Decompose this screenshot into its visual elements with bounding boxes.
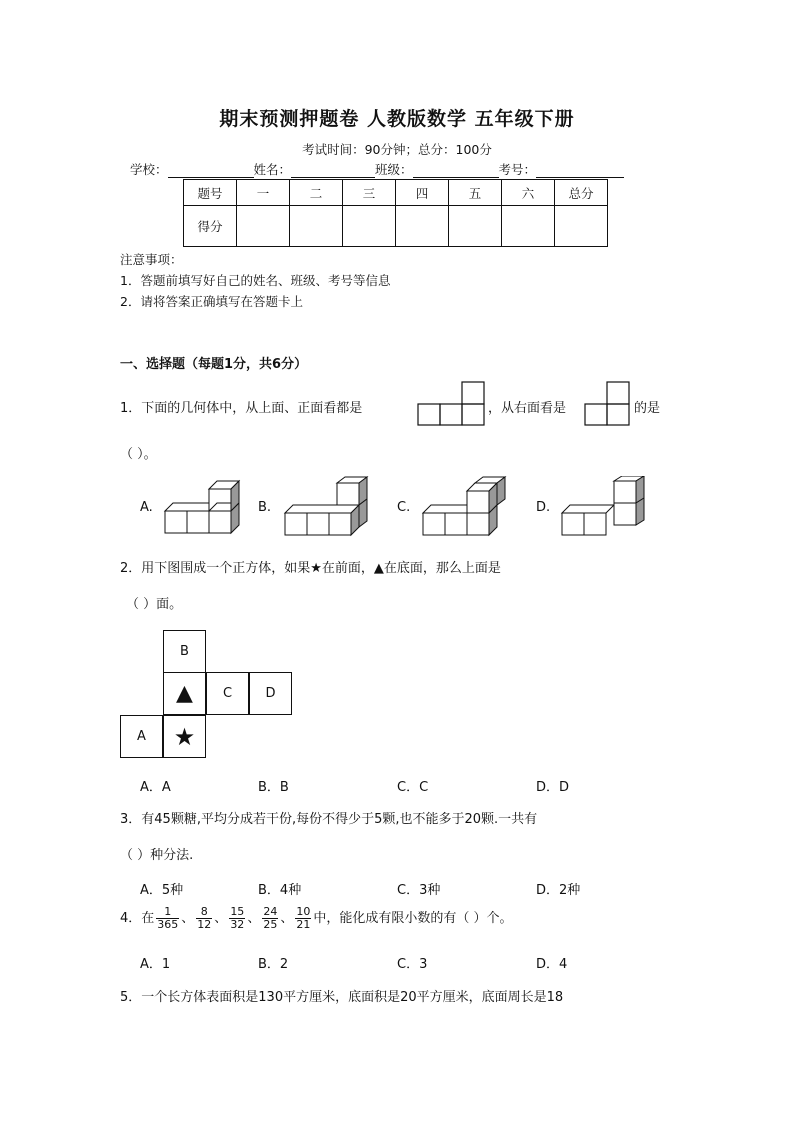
score-cell[interactable] [396, 206, 449, 247]
page-title: 期末预测押题卷 人教版数学 五年级下册 [219, 108, 575, 130]
score-table [183, 179, 608, 247]
q4-option-b[interactable]: B．2 [258, 957, 289, 972]
notes-heading: 注意事项： [120, 252, 183, 267]
q1-stem [120, 397, 362, 416]
q2-option-d[interactable]: D．D [536, 780, 570, 795]
net-face-d: D [249, 672, 292, 715]
separator: 、 [181, 911, 195, 926]
separator: 、 [280, 911, 294, 926]
q2-option-b[interactable]: B．B [258, 780, 289, 795]
note-item: 2．请将答案正确填写在答题卡上 [120, 294, 303, 309]
q1-figure-b [283, 476, 377, 538]
score-row-label: 得分 [184, 206, 237, 247]
class-label: 班级： [375, 162, 413, 177]
q4-stem [120, 906, 512, 931]
score-cell[interactable] [237, 206, 290, 247]
q1-figure-d [560, 476, 650, 538]
score-header-cell: 五 [449, 180, 502, 206]
q2-blank-line: （ ）面。 [126, 597, 183, 612]
net-face-star: ★ [163, 715, 206, 758]
q1-figure-a [163, 478, 253, 536]
q3-blank-line: （ ）种分法. [120, 848, 194, 863]
fraction: $\frac{8}{12}$ [197, 905, 212, 931]
q1-text: 1．下面的几何体中，从上面、正面看都是 [120, 401, 363, 416]
q4-option-c[interactable]: C．3 [397, 957, 428, 972]
score-table-header-row [184, 180, 608, 206]
q5-stem: 5．一个长方体表面积是130平方厘米，底面积是20平方厘米，底面周长是18 [120, 990, 564, 1005]
q3-option-d[interactable]: D．2种 [536, 883, 581, 898]
separator: 、 [247, 911, 261, 926]
score-header-cell: 题号 [184, 180, 237, 206]
q2-stem: 2．用下图围成一个正方体，如果★在前面，▲在底面，那么上面是 [120, 561, 501, 576]
q1-text-b: ，从右面看是 [488, 401, 567, 416]
net-face-c: C [206, 672, 249, 715]
fraction: $\frac{1}{365}$ [157, 905, 179, 931]
q4-option-d[interactable]: D．4 [536, 957, 568, 972]
q4-option-a[interactable]: A．1 [140, 957, 171, 972]
exam-subtitle: 考试时间：90分钟；总分：100分 [302, 142, 492, 157]
q4-suffix: 中，能化成有限小数的有（ ）个。 [313, 911, 513, 926]
score-header-cell: 三 [343, 180, 396, 206]
net-face-a: A [120, 715, 163, 758]
fraction: $\frac{10}{21}$ [296, 905, 311, 931]
q2-option-a[interactable]: A．A [140, 780, 171, 795]
score-header-cell: 二 [290, 180, 343, 206]
q1-option-d[interactable]: D. [536, 500, 551, 515]
q1-option-c[interactable]: C. [397, 500, 411, 515]
q3-option-b[interactable]: B．4种 [258, 883, 302, 898]
number-field[interactable] [536, 163, 624, 178]
score-header-cell: 一 [237, 180, 290, 206]
q1-right-view [584, 380, 632, 427]
separator: 、 [214, 911, 228, 926]
note-item: 1．答题前填写好自己的姓名、班级、考号等信息 [120, 273, 391, 288]
name-label: 姓名： [253, 162, 292, 177]
score-header-cell: 六 [502, 180, 555, 206]
score-cell[interactable] [502, 206, 555, 247]
q3-stem: 3．有45颗糖,平均分成若干份,每份不得少于5颗,也不能多于20颗.一共有 [120, 812, 538, 827]
net-face-b: B [163, 630, 206, 673]
q3-option-c[interactable]: C．3种 [397, 883, 441, 898]
class-field[interactable] [413, 163, 499, 178]
student-info-line [130, 160, 624, 178]
net-face-triangle: ▲ [163, 672, 206, 715]
school-label: 学校： [130, 162, 168, 177]
score-cell[interactable] [343, 206, 396, 247]
score-header-cell: 四 [396, 180, 449, 206]
name-field[interactable] [291, 163, 375, 178]
score-cell[interactable] [449, 206, 502, 247]
score-table-score-row [184, 206, 608, 247]
q1-figure-c [421, 476, 511, 538]
q2-option-c[interactable]: C．C [397, 780, 429, 795]
score-header-cell: 总分 [555, 180, 608, 206]
q1-option-a[interactable]: A. [140, 500, 153, 515]
number-label: 考号： [498, 162, 537, 177]
fraction: $\frac{24}{25}$ [263, 905, 278, 931]
q3-option-a[interactable]: A．5种 [140, 883, 184, 898]
fraction: $\frac{15}{32}$ [230, 905, 245, 931]
q1-text-c: 的是 [634, 401, 661, 416]
score-cell[interactable] [555, 206, 608, 247]
section-title: 一、选择题（每题1分，共6分） [120, 357, 308, 372]
q1-text-d: （ ）。 [120, 447, 157, 462]
q4-prefix: 4．在 [120, 911, 155, 926]
q1-top-front-view [417, 380, 487, 427]
school-field[interactable] [168, 163, 254, 178]
q1-option-b[interactable]: B. [258, 500, 272, 515]
score-cell[interactable] [290, 206, 343, 247]
